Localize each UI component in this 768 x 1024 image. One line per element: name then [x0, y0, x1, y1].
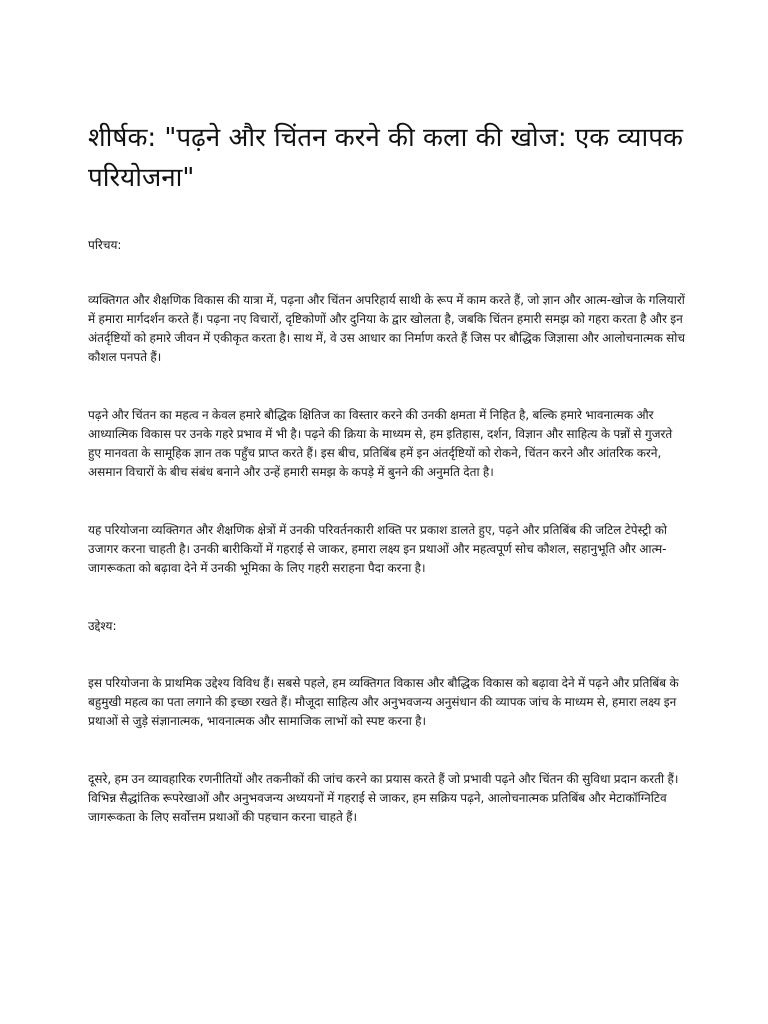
document-title: शीर्षक: "पढ़ने और चिंतन करने की कला की खोज: एक व्यापक परियोजना" [88, 123, 683, 193]
document-page [88, 118, 688, 827]
objectives-paragraph-2: दूसरे, हम उन व्यावहारिक रणनीतियों और तकनीकों की जांच करने का प्रयास करते हैं जो प्रभावी पढ़ने और चिंतन की सुविधा प्रदान करती हैं। विभिन्न सैद्धांतिक रूपरेखाओं और अनुभवजन्य अध्ययनों में गहराई से जाकर, हम सक्रिय पढ़ने, आलोचनात्मक प्रतिबिंब और मेटाकॉग्निटिव जागरूकता के लिए सर्वोत्तम प्रथाओं की पहचान करना चाहते हैं। [88, 772, 679, 824]
intro-paragraph-2: पढ़ने और चिंतन का महत्व न केवल हमारे बौद्धिक क्षितिज का विस्तार करने की उनकी क्षमता में निहित है, बल्कि हमारे भावनात्मक और आध्यात्मिक विकास पर उनके गहरे प्रभाव में भी है। पढ़ने की क्रिया के माध्यम से, हम इतिहास, दर्शन, विज्ञान और साहित्य के पन्नों से गुजरते हुए मानवता के सामूहिक ज्ञान तक पहुँच प्राप्त करते हैं। इस बीच, प्रतिबिंब हमें इन अंतर्दृष्टियों को रोकने, चिंतन करने और आंतरिक करने, असमान विचारों के बीच संबंध बनाने और उन्हें हमारी समझ के कपड़े में बुनने की अनुमति देता है। [88, 408, 673, 479]
objectives-heading: उद्देश्य: [88, 619, 117, 633]
intro-heading: परिचय: [88, 238, 122, 252]
intro-paragraph-3: यह परियोजना व्यक्तिगत और शैक्षणिक क्षेत्रों में उनकी परिवर्तनकारी शक्ति पर प्रकाश डालते हुए, पढ़ने और प्रतिबिंब की जटिल टेपेस्ट्री को उजागर करना चाहती है। उनकी बारीकियों में गहराई से जाकर, हमारा लक्ष्य इन प्रथाओं और महत्वपूर्ण सोच कौशल, सहानुभूति और आत्म-जागरूकता को बढ़ावा देने में उनकी भूमिका के लिए गहरी सराहना पैदा करना है। [88, 523, 668, 575]
objectives-paragraph-1: इस परियोजना के प्राथमिक उद्देश्य विविध हैं। सबसे पहले, हम व्यक्तिगत विकास और बौद्धिक विकास को बढ़ावा देने में पढ़ने और प्रतिबिंब के बहुमुखी महत्व का पता लगाने की इच्छा रखते हैं। मौजूदा साहित्य और अनुभवजन्य अनुसंधान की व्यापक जांच के माध्यम से, हमारा लक्ष्य इन प्रथाओं से जुड़े संज्ञानात्मक, भावनात्मक और सामाजिक लाभों को स्पष्ट करना है। [88, 676, 679, 728]
intro-paragraph-1: व्यक्तिगत और शैक्षणिक विकास की यात्रा में, पढ़ना और चिंतन अपरिहार्य साथी के रूप में काम करते हैं, जो ज्ञान और आत्म-खोज के गलियारों में हमारा मार्गदर्शन करते हैं। पढ़ना नए विचारों, दृष्टिकोणों और दुनिया के द्वार खोलता है, जबकि चिंतन हमारी समझ को गहरा करता है और इन अंतर्दृष्टियों को हमारे जीवन में एकीकृत करता है। साथ में, वे उस आधार का निर्माण करते हैं जिस पर बौद्धिक जिज्ञासा और आलोचनात्मक सोच कौशल पनपते हैं। [88, 293, 685, 364]
